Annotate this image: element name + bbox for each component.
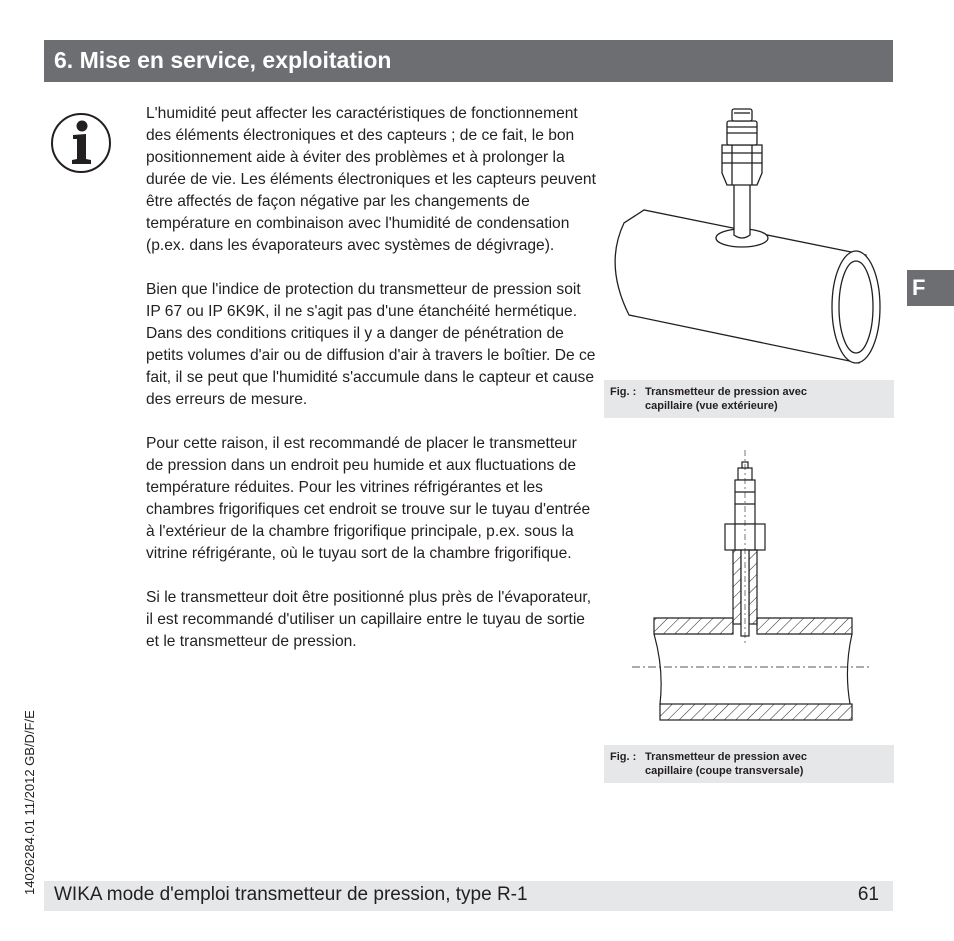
caption-line: capillaire (coupe transversale) bbox=[645, 765, 804, 777]
caption-line: capillaire (vue extérieure) bbox=[645, 400, 778, 412]
section-header bbox=[44, 40, 893, 82]
figure-caption bbox=[604, 745, 894, 783]
caption-line: Transmetteur de pression avec bbox=[645, 386, 808, 398]
paragraph: Pour cette raison, il est recommandé de placer le transmetteur de pression dans un endroit peu humide et aux fluctuations de température réduites. Pour les vitrines réfrigérantes et les chambres frigorifiques cet endroit se trouve sur le tuyau d'entrée à l'extérieur de la chambre frigorifique principale, p.ex. sous la vitrine réfrigérante, où le tuyau sort de la chambre frigorifique. bbox=[146, 435, 591, 562]
document-reference: 14026284.01 11/2012 GB/D/F/E bbox=[22, 710, 37, 895]
paragraph: L'humidité peut affecter les caractéristiques de fonctionnement des éléments électroniques et des capteurs ; de ce fait, le bon positionnement aide à éviter des problèmes et à prolonger la durée de vie. Les éléments électroniques et les capteurs peuvent être affectés de façon négative par les changements de température en combinaison avec l'humidité de condensation (p.ex. dans les évaporateurs avec systèmes de dégivrage). bbox=[146, 105, 596, 254]
paragraph: Bien que l'indice de protection du transmetteur de pression soit IP 67 ou IP 6K9K, il ne s'agit pas d'une étanchéité hermétique. Dans des conditions critiques il y a danger de pénétration de petits volumes d'air ou de diffusion d'air à travers le boîtier. De ce fait, il se peut que l'humidité s'accumule dans le capteur et cause des erreurs de mesure. bbox=[146, 281, 596, 408]
caption-prefix: Fig. : bbox=[610, 751, 637, 763]
language-tab bbox=[907, 270, 954, 306]
caption-prefix: Fig. : bbox=[610, 386, 637, 398]
language-tab-label: F bbox=[912, 275, 926, 300]
section-title: 6. Mise en service, exploitation bbox=[54, 47, 392, 73]
paragraph: Si le transmetteur doit être positionné plus près de l'évaporateur, il est recommandé d'utiliser un capillaire entre le tuyau de sortie et le transmetteur de pression. bbox=[146, 589, 592, 650]
info-icon bbox=[50, 112, 112, 174]
page-number: 61 bbox=[857, 884, 879, 905]
figure-exterior-view bbox=[604, 105, 894, 370]
figure-cross-section bbox=[604, 444, 894, 734]
caption-line: Transmetteur de pression avec bbox=[645, 751, 808, 763]
body-text bbox=[146, 103, 596, 675]
footer-title: WIKA mode d'emploi transmetteur de pression, type R-1 bbox=[54, 884, 528, 905]
footer bbox=[44, 881, 893, 911]
figure-caption bbox=[604, 380, 894, 418]
